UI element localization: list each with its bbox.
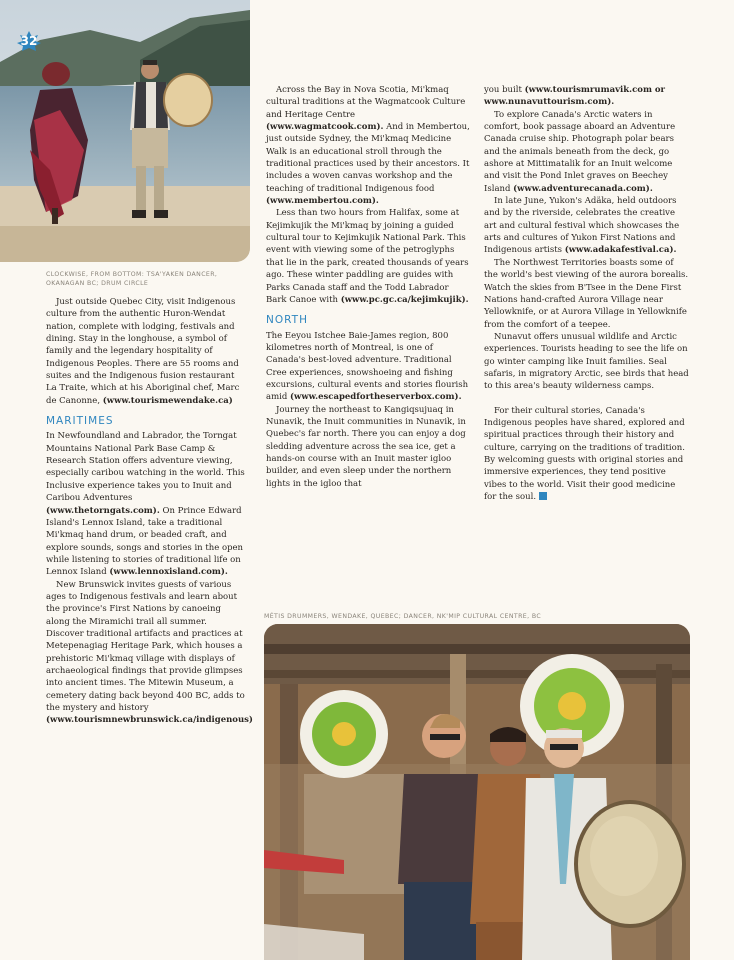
paragraph xyxy=(484,405,690,504)
group-drummers-photo xyxy=(264,624,690,960)
paragraph-text: you built xyxy=(484,85,522,95)
article-column-3 xyxy=(484,84,690,503)
paragraph xyxy=(46,579,253,727)
paragraph xyxy=(46,296,246,407)
link-kejimkujik[interactable]: (www.pc.gc.ca/kejimkujik). xyxy=(340,294,469,305)
page-number xyxy=(16,30,42,52)
paragraph-text: On Prince Edward Island's Lennox Island, take a traditional Mi'kmaq hand drum, or beaded craft, and explore sounds, songs and stories in the open while listening to stories of traditional life on Lennox Island xyxy=(46,505,244,578)
paragraph-text: Across the Bay in Nova Scotia, Mi'kmaq cultural traditions at the Wagmatcook Culture and Heritage Centre xyxy=(266,85,466,120)
paragraph-text: Nunavut offers unusual wildlife and Arctic experiences. Tourists heading to see the life on go winter camping like Inuit families. Seal safaris, in migratory Arctic, see birds that head to this area's beauty wilderness camps. xyxy=(484,331,689,392)
paragraph-text: For their cultural stories, Canada's Indigenous peoples have shared, explored and spiritual practices through their history and culture, carrying on the traditions of tradition. By welcoming guests with original stories and immersive experiences, they tend positive vibes to the world. Visit their good medicine for the soul. xyxy=(484,405,685,502)
end-of-article-mark xyxy=(539,492,547,500)
link-membertou[interactable]: (www.membertou.com). xyxy=(266,196,379,207)
page-number-text: 32 xyxy=(20,34,38,48)
link-wagmatcook[interactable]: (www.wagmatcook.com). xyxy=(266,122,384,133)
paragraph-text: In late June, Yukon's Adäka, held outdoors and by the riverside, celebrates the creative art and cultural festival which showcases the arts and cultures of Yukon First Nations and Indigenous artists xyxy=(484,196,680,256)
paragraph-text: New Brunswick invites guests of various ages to Indigenous festivals and learn about the province's First Nations by canoeing along the Miramichi trail all summer. Discover traditional artifacts and practices at Metepenagiag Heritage Park, which houses a prehistoric Mi'kmaq village with displays of archaeological findings that provide glimpses into ancient times. The Mitewin Museum, a cemetery dating back beyond 400 BC, adds to the mystery and history xyxy=(46,579,245,713)
paragraph-text: Journey the northeast to Kangiqsujuaq in Nunavik, the Inuit communities in Nunavik, in Quebec's far north. There you can enjoy a dog sledding adventure across the sea ice, get a hands-on course with an Inuit master igloo builder, and even sleep under the northern lights in the igloo that xyxy=(266,404,466,489)
paragraph-text: The Northwest Territories boasts some of the world's best viewing of the aurora borealis. Watch the skies from B'Tsee in the Dene First Nations hand-crafted Aurora Village near Yellowknife, or at Aurora Village in Yellowknife from the comfort of a teepee. xyxy=(484,257,689,330)
paragraph-text: In Newfoundland and Labrador, the Torngat Mountains National Park Base Camp & Research Station offers adventure viewing, especially caribou watching in the world. This Inclusive experience takes you to Inuit and Caribou Adventures xyxy=(46,431,245,504)
link-eeyou-istchee[interactable]: (www.escapedfortheserverbox.com). xyxy=(290,392,462,403)
paragraph xyxy=(46,430,246,578)
paragraph xyxy=(266,84,471,207)
paragraph-text: The Eeyou Istchee Baie-James region, 800 kilometres north of Montreal, is one of Canada's best-loved adventure. Traditional Cree experiences, snowshoeing and fishing excursions, cultural events and stories flourish amid xyxy=(266,330,469,403)
section-heading-north: NORTH xyxy=(266,314,308,327)
bottom-photo-caption: MÉTIS DRUMMERS, WENDAKE, QUEBEC; DANCER, NK'MIP CULTURAL CENTRE, BC xyxy=(264,613,542,620)
paragraph xyxy=(484,84,690,109)
link-lennox-island[interactable]: (www.lennoxisland.com). xyxy=(109,567,228,578)
paragraph-text: And in Membertou, just outside Sydney, the Mi'kmaq Medicine Walk is an educational stroll through the traditional practices used by their ancestors. It includes a woven canvas workshop and the teaching of traditional Indigenous food xyxy=(266,122,470,194)
paragraph xyxy=(266,207,471,306)
paragraph-text: Less than two hours from Halifax, some at Kejimkujik the Mi'kmaq by joining a guided cultural tour to Kejimkujik National Park. This event with viewing some of the petroglyphs that lie in the park, created thousands of years ago. These winter paddling are guides with Parks Canada staff and the Todd Labrador Bark Canoe with xyxy=(266,208,469,305)
link-adaka[interactable]: (www.adakafestival.ca). xyxy=(564,245,677,256)
top-photo-caption: CLOCKWISE, FROM BOTTOM: TSA'YAKEN DANCER, OKANAGAN BC; DRUM CIRCLE xyxy=(46,271,218,287)
article-column-1 xyxy=(46,296,253,727)
paragraph xyxy=(266,330,471,404)
article-column-2 xyxy=(266,84,471,490)
paragraph xyxy=(484,331,690,393)
paragraph xyxy=(484,109,690,195)
link-adventure-canada[interactable]: (www.adventurecanada.com). xyxy=(513,183,653,194)
section-heading-maritimes: MARITIMES xyxy=(46,415,114,428)
paragraph xyxy=(484,195,690,257)
paragraph xyxy=(484,257,690,331)
paragraph-text: Just outside Quebec City, visit Indigenous culture from the authentic Huron-Wendat nation, complete with lodging, festivals and dining. Stay in the longhouse, a symbol of family and the legendary hospitality of Indigenous Peoples. There are 55 rooms and suites and the Indigenous fusion restaurant La Traite, which at his Aboriginal chef, Marc de Canonne, xyxy=(46,297,240,406)
link-torngats[interactable]: (www.thetorngats.com). xyxy=(46,505,160,516)
link-new-brunswick[interactable]: (www.tourismnewbrunswick.ca/indigenous) xyxy=(46,715,253,726)
paragraph-text: To explore Canada's Arctic waters in comfort, book passage aboard an Adventure Canada cruise ship. Photograph polar bears and the animals beneath from the deck, go ashore at Mittimatalik for an Inuit welcome and visit the Pond Inlet graves on Beechey Island xyxy=(484,109,676,194)
link-nunavik[interactable]: (www.tourismrumavik.com or www.nunavuttourism.com). xyxy=(484,85,666,108)
link-wendake[interactable]: (www.tourismewendake.ca) xyxy=(102,395,233,406)
paragraph xyxy=(266,404,471,490)
